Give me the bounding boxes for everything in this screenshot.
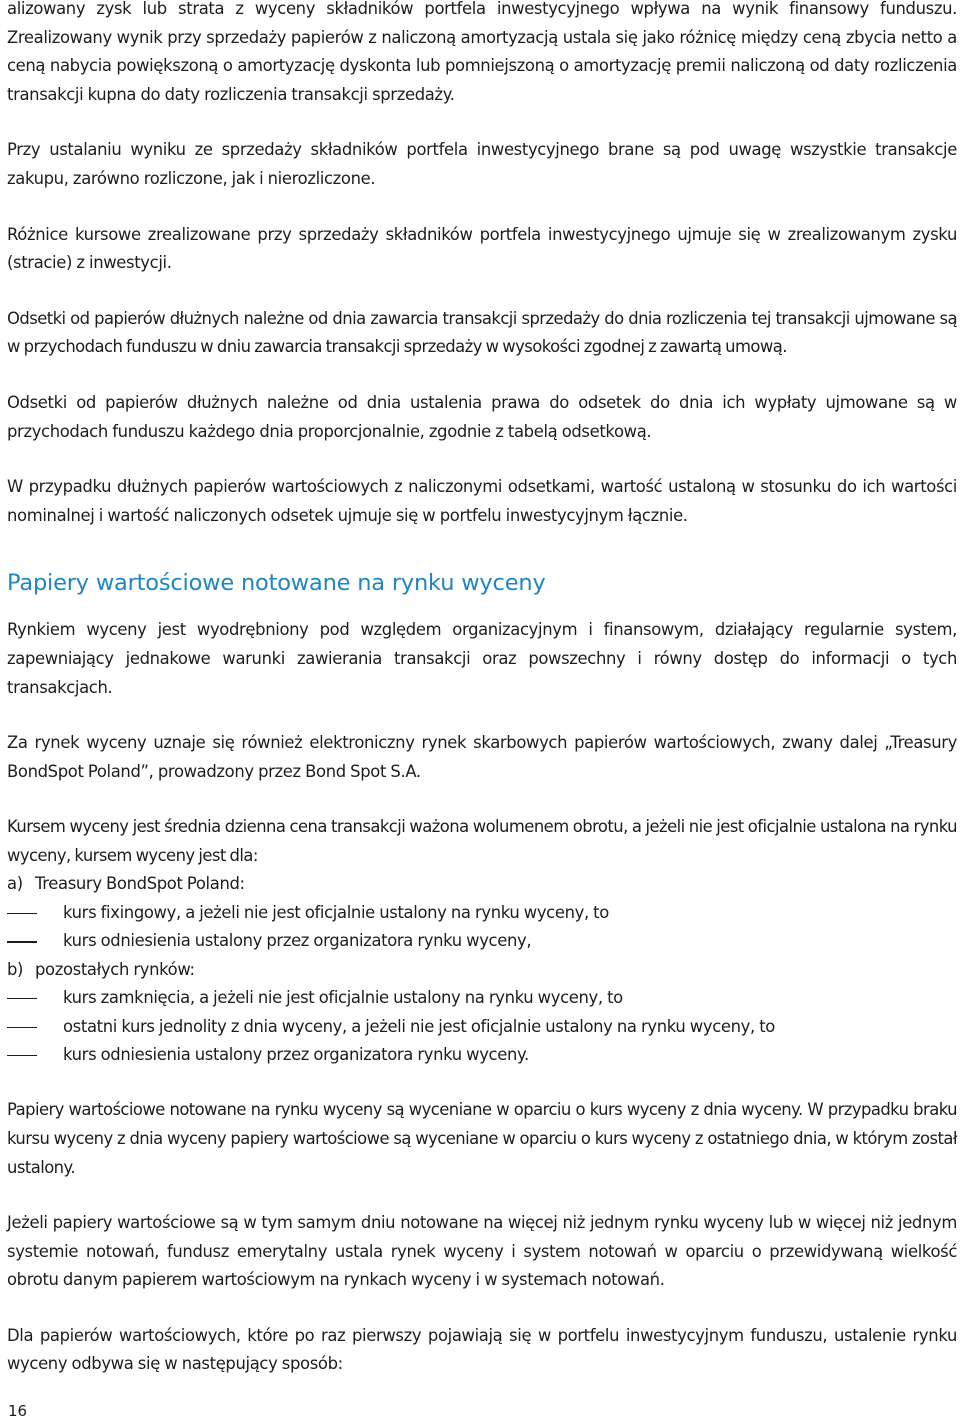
paragraph-interest-sale: Odsetki od papierów dłużnych należne od dnia zawarcia transakcji sprzedaży do dnia rozliczenia tej transakcji ujmowane są w przychodach funduszu w dniu zawarcia transakcji sprzedaży w wysokości zgodnej z zawartą umową. <box>7 308 957 357</box>
paragraph-valuation-market-definition: Rynkiem wyceny jest wyodrębniony pod względem organizacyjnym i finansowym, działający regularnie system, zapewniający jednakowe warunki zawierania transakcji oraz powszechny i równy dostęp do informacji o tych transakcjach. <box>7 620 957 697</box>
list-item-b-3: kurs odniesienia ustalony przez organizatora rynku wyceny. <box>7 1041 957 1069</box>
paragraph-valuation-date: Papiery wartościowe notowane na rynku wyceny są wyceniane w oparciu o kurs wyceny z dnia wyceny. W przypadku braku kursu wyceny z dnia wyceny papiery wartościowe są wyceniane w oparciu o kurs wyceny z ostatniego dnia, w którym został ustalony. <box>7 1100 957 1177</box>
paragraph-multiple-markets: Jeżeli papiery wartościowe są w tym samym dniu notowane na więcej niż jednym rynku wyceny lub w więcej niż jednym systemie notowań, fundusz emerytalny ustala rynek wyceny i system notowań w oparciu o przewidywaną wielkość obrotu danym papierem wartościowym na rynkach wyceny i w systemach notowań. <box>7 1213 957 1290</box>
list-item-a <box>7 870 957 898</box>
list-item-a-2: kurs odniesienia ustalony przez organizatora rynku wyceny, <box>7 927 957 955</box>
list-item-a-1: kurs fixingowy, a jeżeli nie jest oficjalnie ustalony na rynku wyceny, to <box>7 899 957 927</box>
list-item-b-1: kurs zamknięcia, a jeżeli nie jest oficjalnie ustalony na rynku wyceny, to <box>7 984 957 1012</box>
paragraph-debt-securities: W przypadku dłużnych papierów wartościowych z naliczonymi odsetkami, wartość ustaloną w stosunku do ich wartości nominalnej i wartość naliczonych odsetek ujmuje się w portfelu inwestycyjnym łącznie. <box>7 477 957 525</box>
page-number: 16 <box>8 1402 28 1420</box>
list-item-b <box>7 956 957 984</box>
list-item-b-2: ostatni kurs jednolity z dnia wyceny, a jeżeli nie jest oficjalnie ustalony na rynku wyceny, to <box>7 1013 957 1041</box>
list-label-b: pozostałych rynków: <box>35 959 195 979</box>
paragraph-valuation-price: Kursem wyceny jest średnia dzienna cena transakcji ważona wolumenem obrotu, a jeżeli nie jest oficjalnie ustalona na rynku wyceny, kursem wyceny jest dla: <box>7 817 957 865</box>
paragraph-sale-transactions: Przy ustalaniu wyniku ze sprzedaży składników portfela inwestycyjnego brane są pod uwagę wszystkie transakcje zakupu, zarówno rozliczone, jak i nierozliczone. <box>7 140 957 188</box>
list-marker-b: b) <box>7 959 24 979</box>
paragraph-interest-daily: Odsetki od papierów dłużnych należne od dnia ustalenia prawa do odsetek do dnia ich wypłaty ujmowane są w przychodach funduszu każdego dnia proporcjonalnie, zgodnie z tabelą odsetkową. <box>7 392 957 441</box>
list-marker-a: a) <box>7 874 23 894</box>
document-page <box>7 0 957 1379</box>
paragraph-treasury-bondspot: Za rynek wyceny uznaje się również elektroniczny rynek skarbowych papierów wartościowych, zwany dalej „Treasury BondSpot Poland”, prowadzony przez Bond Spot S.A. <box>7 733 957 781</box>
valuation-price-list <box>7 870 957 1069</box>
paragraph-fx-differences: Różnice kursowe zrealizowane przy sprzedaży składników portfela inwestycyjnego ujmuje się w zrealizowanym zysku (stracie) z inwestycji. <box>7 224 957 273</box>
section-heading: Papiery wartościowe notowane na rynku wyceny <box>7 570 546 597</box>
paragraph-realized-result: alizowany zysk lub strata z wyceny składników portfela inwestycyjnego wpływa na wynik finansowy funduszu. Zrealizowany wynik przy sprzedaży papierów z naliczoną amortyzacją ustala się jako różnicę między ceną zbycia netto a ceną nabycia powiększoną o amortyzację dyskonta lub pomniejszoną o amortyzację premii naliczoną od daty rozliczenia transakcji kupna do daty rozliczenia transakcji sprzedaży. <box>7 0 957 104</box>
paragraph-first-appearance: Dla papierów wartościowych, które po raz pierwszy pojawiają się w portfelu inwestycyjnym funduszu, ustalenie rynku wyceny odbywa się w następujący sposób: <box>7 1325 957 1374</box>
list-label-a: Treasury BondSpot Poland: <box>35 874 245 894</box>
